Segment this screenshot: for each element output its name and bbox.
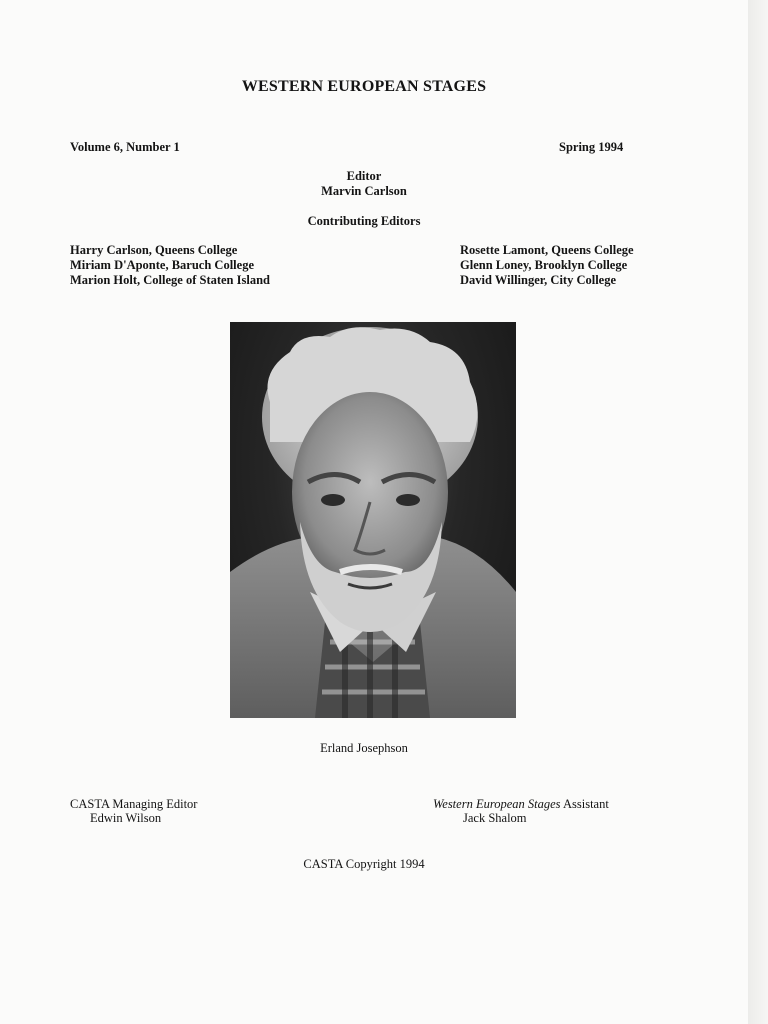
journal-title: WESTERN EUROPEAN STAGES (241, 78, 487, 95)
portrait-photo (230, 322, 516, 718)
issue-season: Spring 1994 (559, 140, 624, 154)
photo-caption: Erland Josephson (320, 741, 408, 755)
casta-managing-editor-name: Edwin Wilson (90, 811, 162, 825)
copyright-notice: CASTA Copyright 1994 (303, 857, 425, 871)
contributing-editor-left: Marion Holt, College of Staten Island (70, 273, 270, 287)
editor-name: Marvin Carlson (321, 184, 407, 198)
contributing-editor-left: Miriam D'Aponte, Baruch College (70, 258, 255, 272)
contributing-editor-right: Glenn Loney, Brooklyn College (460, 258, 628, 272)
volume-number: Volume 6, Number 1 (70, 140, 180, 154)
page-edge (748, 0, 768, 1024)
editor-label: Editor (346, 169, 382, 183)
contributing-editors-label: Contributing Editors (307, 214, 421, 228)
assistant-label (433, 797, 609, 811)
assistant-role: Assistant (560, 797, 609, 811)
contributing-editor-right: David Willinger, City College (460, 273, 617, 287)
contributing-editor-right: Rosette Lamont, Queens College (460, 243, 634, 257)
contributing-editor-left: Harry Carlson, Queens College (70, 243, 238, 257)
portrait-illustration (230, 322, 516, 718)
assistant-journal-title: Western European Stages (433, 797, 561, 811)
assistant-name: Jack Shalom (463, 811, 527, 825)
casta-managing-editor-label: CASTA Managing Editor (70, 797, 198, 811)
